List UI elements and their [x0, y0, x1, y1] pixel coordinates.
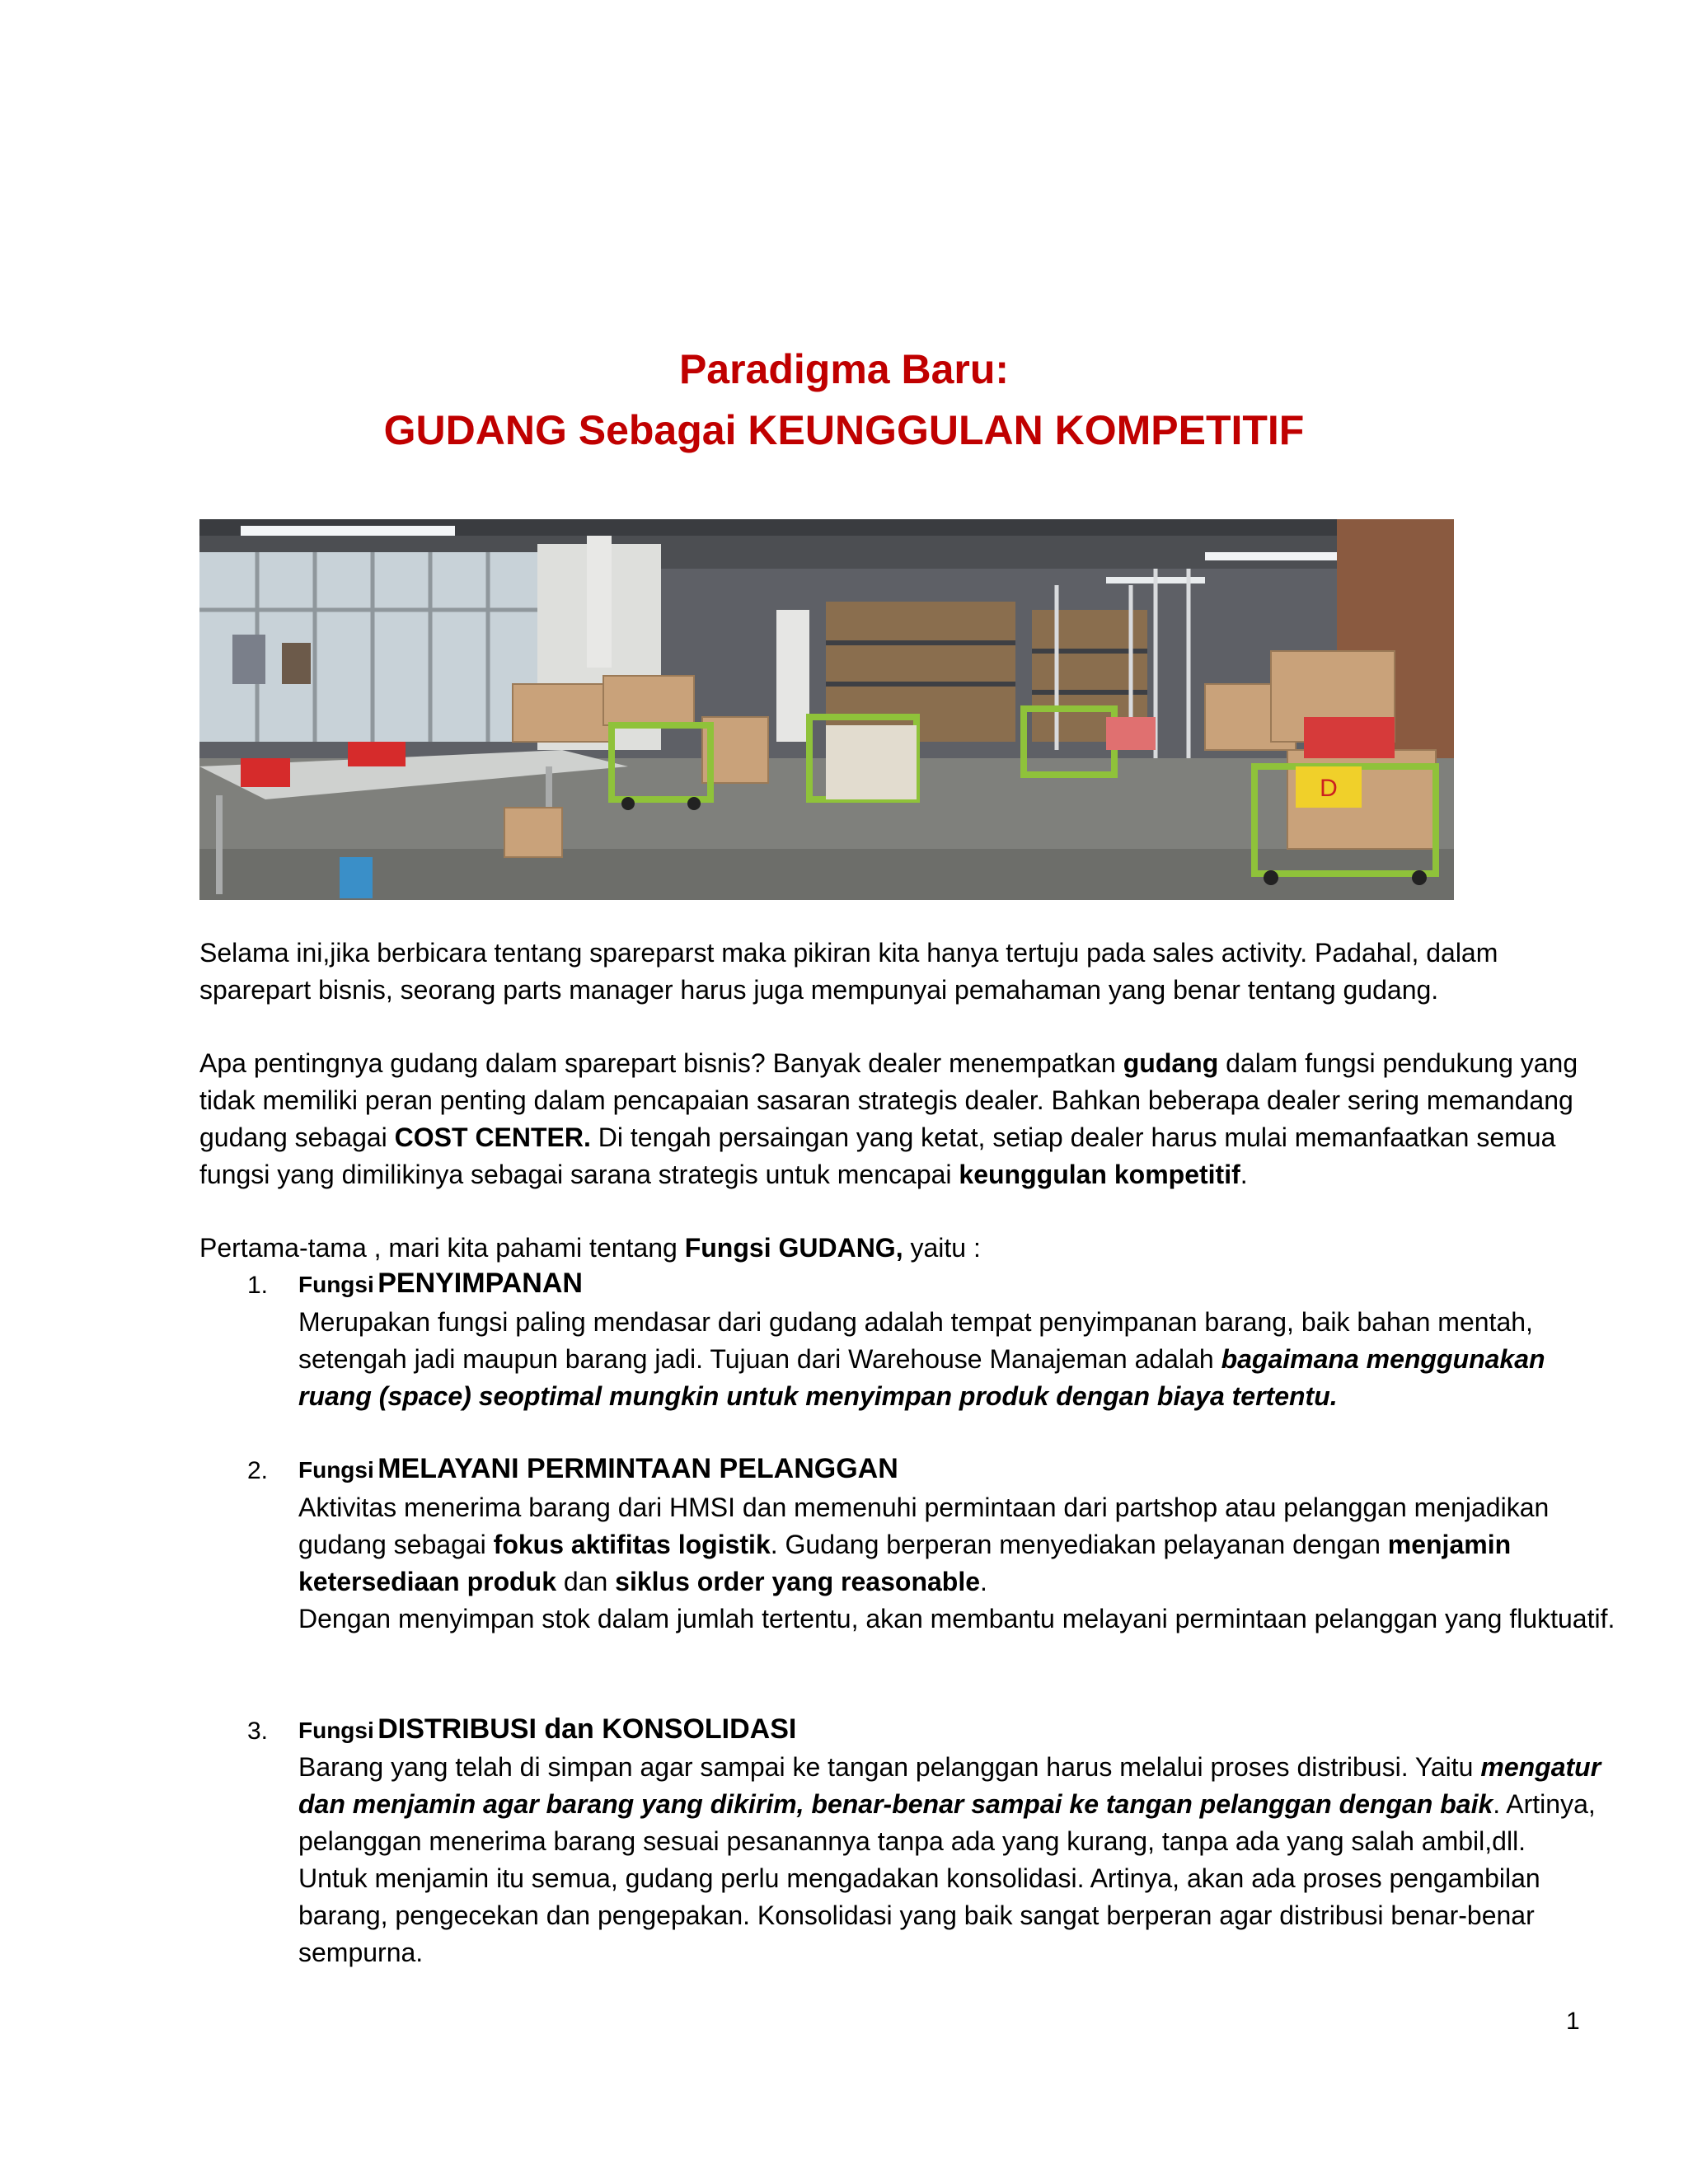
list-heading-2 [298, 1451, 898, 1493]
p2-text-e: Di tengah persaingan yang ketat, setiap dealer harus mulai memanfaatkan semua fungsi yang dimilikinya sebagai sarana strategis untuk mencapai [199, 1122, 1556, 1189]
item3-bold-italic: mengatur dan menjamin agar barang yang dikirim, benar-benar sampai ke tangan pelanggan dengan baik [298, 1752, 1601, 1819]
p3-bold-fungsi-gudang: Fungsi GUDANG, [684, 1233, 903, 1263]
svg-text:D: D [1320, 775, 1338, 802]
heading-prefix: Fungsi [298, 1718, 374, 1743]
item2-text-e: dan [556, 1567, 616, 1596]
p2-text-a: Apa pentingnya gudang dalam sparepart bisnis? Banyak dealer menempatkan [199, 1048, 1123, 1078]
list-number-2: 2. [247, 1457, 269, 1484]
item2-text-c: . Gudang berperan menyediakan pelayanan dengan [770, 1530, 1388, 1559]
item2-bold-siklus: siklus order yang reasonable [615, 1567, 981, 1596]
page-title-line-2: GUDANG Sebagai KEUNGGULAN KOMPETITIF [383, 407, 1305, 453]
item2-bold-fokus: fokus aktifitas logistik [493, 1530, 771, 1559]
item2-text-g: . [980, 1567, 987, 1596]
list-heading-1 [298, 1265, 583, 1307]
list-body-3 [298, 1749, 1617, 1971]
list-heading-3 [298, 1711, 796, 1753]
item1-text: Merupakan fungsi paling mendasar dari gudang adalah tempat penyimpanan barang, baik bahan mentah, setengah jadi maupun barang jadi. Tujuan dari Warehouse Manajeman adalah [298, 1307, 1533, 1374]
warehouse-photo [199, 519, 1454, 900]
list-body-2 [298, 1489, 1617, 1638]
p2-bold-keunggulan: keunggulan kompetitif [959, 1160, 1240, 1189]
intro-paragraph-3 [199, 1230, 1592, 1267]
item3-text-c: . Artinya, pelanggan menerima barang sesuai pesanannya tanpa ada yang kurang, tanpa ada yang salah ambil,dll. [298, 1789, 1596, 1856]
heading-name: DISTRIBUSI dan KONSOLIDASI [377, 1713, 797, 1745]
heading-name: MELAYANI PERMINTAAN PELANGGAN [377, 1453, 898, 1484]
item2-bold-menjamin: menjamin ketersediaan produk [298, 1530, 1512, 1596]
intro-paragraph-1: Selama ini,jika berbicara tentang spareparst maka pikiran kita hanya tertuju pada sales activity. Padahal, dalam sparepart bisnis, seorang parts manager harus juga mempunyai pemahaman yang benar tentang gudang. [199, 938, 1498, 1005]
p3-text-c: yaitu : [903, 1233, 981, 1263]
p2-bold-cost-center: COST CENTER. [394, 1122, 591, 1152]
list-number-1: 1. [247, 1272, 269, 1299]
page-title-line-1: Paradigma Baru: [678, 346, 1010, 392]
intro-paragraph-2 [199, 1045, 1592, 1193]
p2-text-c: dalam fungsi pendukung yang tidak memiliki peran penting dalam pencapaian sasaran strategis dealer. Bahkan beberapa dealer sering memandang gudang sebagai [199, 1048, 1578, 1152]
p2-bold-gudang: gudang [1123, 1048, 1219, 1078]
p2-text-g: . [1240, 1160, 1248, 1189]
item3-text-d: Untuk menjamin itu semua, gudang perlu mengadakan konsolidasi. Artinya, akan ada proses pengambilan barang, pengecekan dan pengepakan. Konsolidasi yang baik sangat berperan agar distribusi benar-benar sempurna. [298, 1863, 1540, 1967]
item3-text-a: Barang yang telah di simpan agar sampai ke tangan pelanggan harus melalui proses distribusi. Yaitu [298, 1752, 1481, 1782]
item1-bold-italic: bagaimana menggunakan ruang (space) seoptimal mungkin untuk menyimpan produk dengan biaya tertentu. [298, 1344, 1545, 1411]
list-number-3: 3. [247, 1718, 269, 1745]
item2-text-a: Aktivitas menerima barang dari HMSI dan memenuhi permintaan dari partshop atau pelanggan menjadikan gudang sebagai [298, 1493, 1550, 1559]
heading-prefix: Fungsi [298, 1272, 374, 1297]
heading-prefix: Fungsi [298, 1457, 374, 1483]
page-number: 1 [1566, 2008, 1580, 2035]
heading-name: PENYIMPANAN [377, 1268, 583, 1299]
list-body-1 [298, 1304, 1617, 1415]
p3-text-a: Pertama-tama , mari kita pahami tentang [199, 1233, 685, 1263]
item2-text-h: Dengan menyimpan stok dalam jumlah tertentu, akan membantu melayani permintaan pelanggan yang fluktuatif. [298, 1604, 1615, 1633]
